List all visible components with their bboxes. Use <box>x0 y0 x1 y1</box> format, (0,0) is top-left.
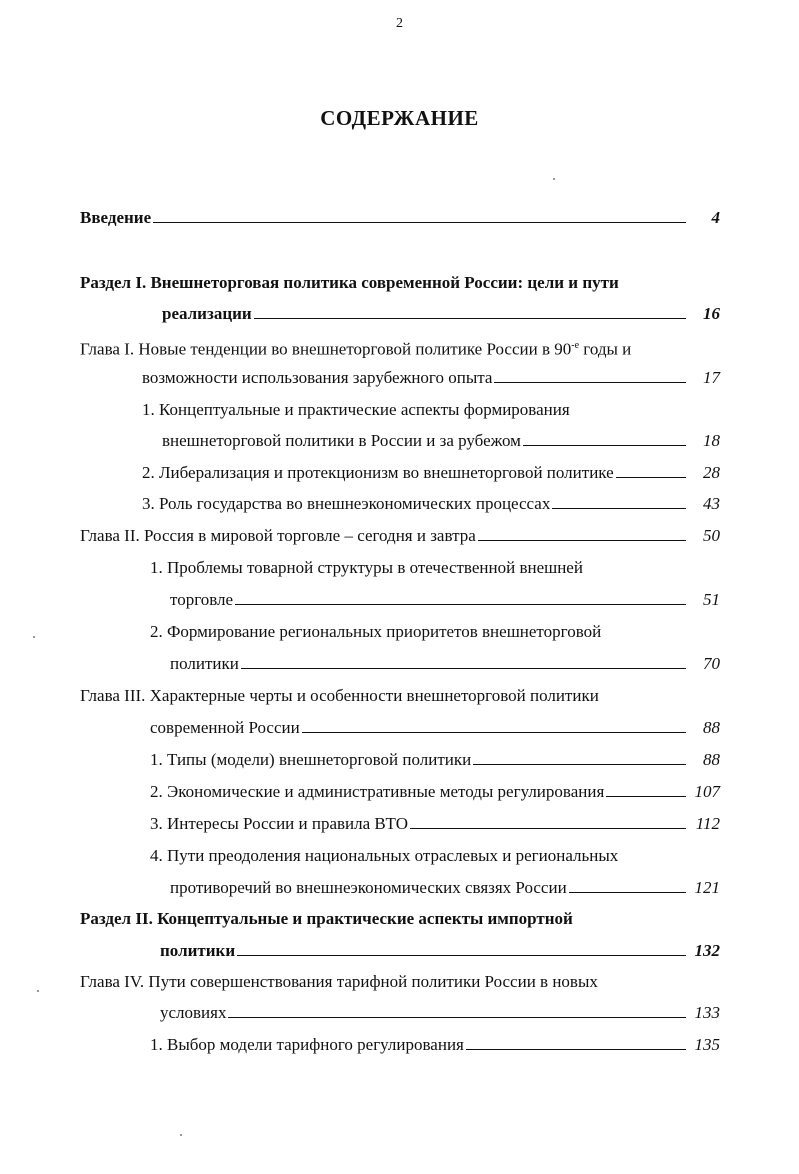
toc-page-number: 70 <box>703 654 720 673</box>
toc-entry-label: 3. Интересы России и правила ВТО <box>150 814 408 833</box>
toc-page-number: 16 <box>703 304 720 323</box>
dot-leader <box>606 780 686 797</box>
toc-entry-label: современной России <box>150 718 300 737</box>
scan-speck <box>33 636 35 638</box>
toc-entry-label: возможности использования зарубежного опыта <box>142 368 493 387</box>
toc-entry-label: политики <box>160 941 236 960</box>
toc-entry-1-1-line1: 1. Концептуальные и практические аспекты формирования <box>142 400 570 419</box>
dot-leader <box>466 1033 686 1050</box>
toc-entry-2-1-line1: 1. Проблемы товарной структуры в отечественной внешней <box>150 558 583 577</box>
toc-page-number: 51 <box>703 590 720 609</box>
toc-entry-label: внешнеторговой политики в России и за рубежом <box>162 431 521 450</box>
dot-leader <box>302 716 686 733</box>
dot-leader <box>478 524 686 541</box>
dot-leader <box>616 461 686 478</box>
toc-entry-1-3 <box>142 492 720 516</box>
dot-leader <box>228 1001 686 1018</box>
toc-page-number: 88 <box>703 718 720 737</box>
toc-page-number: 132 <box>694 941 720 960</box>
toc-entry-2-2-line1: 2. Формирование региональных приоритетов внешнеторговой <box>150 622 602 641</box>
toc-entry-label: политики <box>170 654 239 673</box>
toc-entry-chapter-1 <box>142 366 720 390</box>
toc-entry-label: 1. Выбор модели тарифного регулирования <box>150 1035 464 1054</box>
toc-page-number: 43 <box>703 494 720 513</box>
toc-page-number: 135 <box>694 1035 720 1054</box>
toc-page-number: 17 <box>703 368 720 387</box>
dot-leader <box>153 206 686 223</box>
toc-page-number: 4 <box>711 208 720 227</box>
scan-speck <box>37 990 39 992</box>
dot-leader <box>494 366 686 383</box>
toc-chapter-1-line1 <box>80 334 631 362</box>
toc-entry-3-4 <box>170 876 720 900</box>
toc-entry-label: 1. Типы (модели) внешнеторговой политики <box>150 750 472 769</box>
toc-entry-chapter-2 <box>80 524 720 548</box>
toc-entry-chapter-3 <box>150 716 720 740</box>
page-number: 2 <box>396 16 403 31</box>
toc-chapter-1-text: Глава I. Новые тенденции во внешнеторговой политике России в 90 <box>80 339 572 359</box>
page-title: СОДЕРЖАНИЕ <box>320 106 479 130</box>
toc-entry-4-1 <box>150 1033 720 1057</box>
toc-page-number: 121 <box>694 878 720 897</box>
toc-entry-label: 3. Роль государства во внешнеэкономических процессах <box>142 494 551 513</box>
scan-speck <box>180 1134 182 1136</box>
toc-entry-2-2 <box>170 652 720 676</box>
dot-leader <box>241 652 686 669</box>
toc-page-number: 50 <box>703 526 720 545</box>
toc-entry-label: Введение <box>80 208 152 227</box>
toc-chapter-4-line1: Глава IV. Пути совершенствования тарифной политики России в новых <box>80 972 598 991</box>
dot-leader <box>523 429 686 446</box>
toc-entry-section-2 <box>160 939 720 963</box>
toc-entry-2-1 <box>170 588 720 612</box>
dot-leader <box>410 812 686 829</box>
toc-entry-label: 2. Экономические и административные методы регулирования <box>150 782 605 801</box>
toc-entry-label: 2. Либерализация и протекционизм во внешнеторговой политике <box>142 463 614 482</box>
dot-leader <box>473 748 686 765</box>
toc-entry-label: реализации <box>162 304 252 323</box>
toc-page-number: 107 <box>694 782 720 801</box>
toc-page-number: 88 <box>703 750 720 769</box>
toc-entry-label: торговле <box>170 590 234 609</box>
toc-page-number: 112 <box>695 814 720 833</box>
toc-entry-label: Глава II. Россия в мировой торговле – сегодня и завтра <box>80 526 476 545</box>
toc-entry-3-2 <box>150 780 720 804</box>
dot-leader <box>569 876 686 893</box>
toc-entry-label: противоречий во внешнеэкономических связях России <box>170 878 567 897</box>
dot-leader <box>235 588 686 605</box>
toc-page-number: 28 <box>703 463 720 482</box>
toc-entry-3-3 <box>150 812 720 836</box>
toc-entry-chapter-4 <box>160 1001 720 1025</box>
toc-chapter-1-sup: -е <box>571 340 580 351</box>
dot-leader <box>237 939 686 956</box>
toc-section-2-line1: Раздел II. Концептуальные и практические аспекты импортной <box>80 909 573 928</box>
toc-entry-1-1 <box>162 429 720 453</box>
dot-leader <box>552 492 686 509</box>
toc-entry-intro <box>80 206 720 230</box>
toc-chapter-3-line1: Глава III. Характерные черты и особенности внешнеторговой политики <box>80 686 599 705</box>
scan-speck <box>553 178 555 180</box>
toc-page-number: 18 <box>703 431 720 450</box>
toc-entry-label: условиях <box>160 1003 227 1022</box>
toc-page-number: 133 <box>694 1003 720 1022</box>
toc-entry-1-2 <box>142 461 720 485</box>
toc-entry-3-4-line1: 4. Пути преодоления национальных отраслевых и региональных <box>150 846 619 865</box>
toc-entry-section-1 <box>162 302 720 326</box>
dot-leader <box>254 302 686 319</box>
toc-entry-3-1 <box>150 748 720 772</box>
toc-section-1-line1: Раздел I. Внешнеторговая политика современной России: цели и пути <box>80 273 619 292</box>
toc-chapter-1-text-end: годы и <box>579 339 632 359</box>
